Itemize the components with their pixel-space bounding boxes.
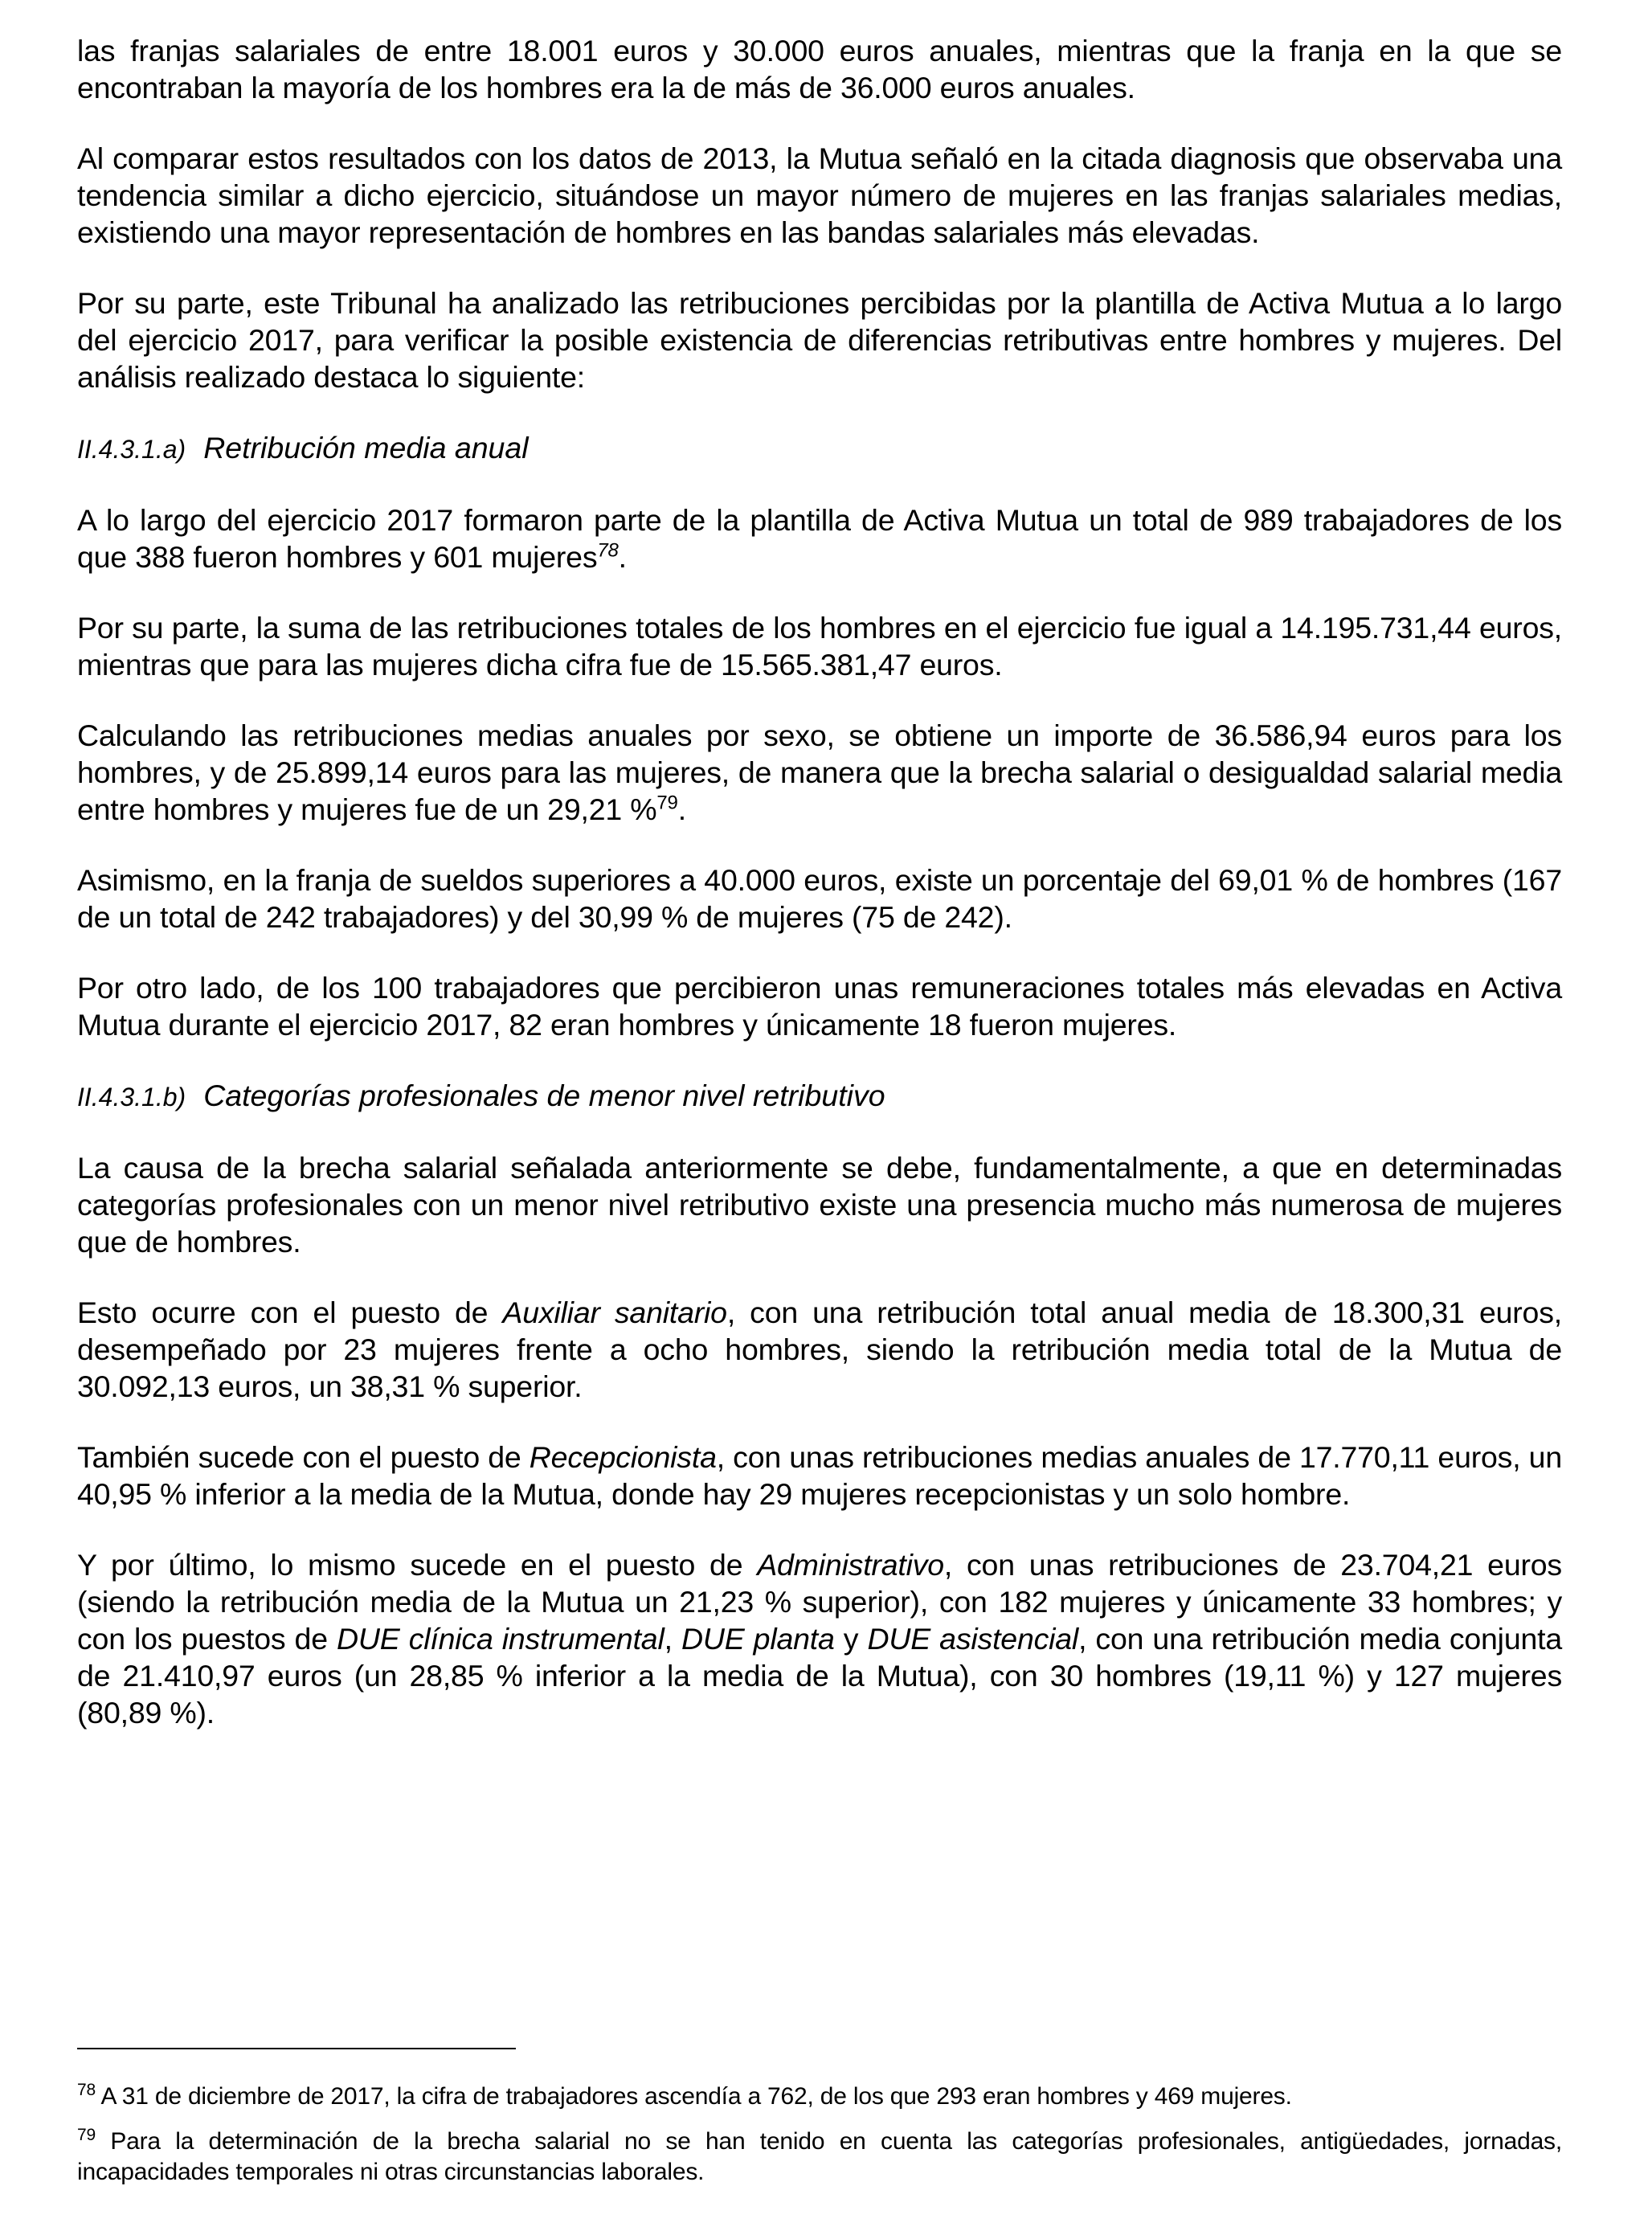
footnote-separator <box>77 2048 516 2049</box>
paragraph: La causa de la brecha salarial señalada anteriormente se debe, fundamentalmente, a que en determinadas categorías profesionales con un menor nivel retributivo existe una presencia mucho más numerosa de mujeres que de hombres. <box>77 1151 1562 1259</box>
job-title-emphasis: DUE asistencial <box>867 1622 1079 1656</box>
section-heading <box>77 1077 1562 1116</box>
paragraph: Por otro lado, de los 100 trabajadores que percibieron unas remuneraciones totales más elevadas en Activa Mutua durante el ejercicio 2017, 82 eran hombres y únicamente 18 fueron mujeres. <box>77 971 1562 1042</box>
footnote-number: 78 <box>77 2081 96 2099</box>
paragraph <box>77 717 1562 828</box>
paragraph <box>77 1546 1562 1731</box>
paragraph-text: , con una retribución media conjunta de 21.410,97 euros (un 28,85 % inferior a la media de la Mutua), con 30 hombres (19,11 %) y 127 mujeres (80,89 %). <box>77 1622 1562 1730</box>
paragraph-text: , con unas retribuciones medias anuales de 17.770,11 euros, un 40,95 % inferior a la media de la Mutua, donde hay 29 mujeres recepcionistas y un solo hombre. <box>77 1440 1562 1511</box>
paragraph: Por su parte, este Tribunal ha analizado las retribuciones percibidas por la plantilla de Activa Mutua a lo largo del ejercicio 2017, para verificar la posible existencia de diferencias retributivas entre hombres y mujeres. Del análisis realizado destaca lo siguiente: <box>77 286 1562 394</box>
paragraph-text: Calculando las retribuciones medias anuales por sexo, se obtiene un importe de 36.586,94 euros para los hombres, y de 25.899,14 euros para las mujeres, de manera que la brecha salarial o desigualdad salarial media entre hombres y mujeres fue de un 29,21 % <box>77 718 1562 826</box>
paragraph: Por su parte, la suma de las retribuciones totales de los hombres en el ejercicio fue igual a 14.195.731,44 euros, mientras que para las mujeres dicha cifra fue de 15.565.381,47 euros. <box>77 611 1562 682</box>
section-heading <box>77 429 1562 468</box>
section-title: Retribución media anual <box>203 431 529 465</box>
job-title-emphasis: DUE clínica instrumental <box>337 1622 664 1656</box>
paragraph-text: , con una retribución total anual media de 18.300,31 euros, desempeñado por 23 mujeres frente a ocho hombres, siendo la retribución media total de la Mutua de 30.092,13 euros, un 38,31 % superior. <box>77 1296 1562 1403</box>
job-title-emphasis: Recepcionista <box>529 1440 717 1474</box>
section-number: II.4.3.1.a) <box>77 435 186 464</box>
footnotes <box>77 2082 1562 2202</box>
paragraph-text: A lo largo del ejercicio 2017 formaron parte de la plantilla de Activa Mutua un total de 989 trabajadores de los que 388 fueron hombres y 601 mujeres <box>77 503 1562 574</box>
section-title: Categorías profesionales de menor nivel retributivo <box>203 1079 885 1112</box>
paragraph-text: . <box>618 540 627 574</box>
footnote-number: 79 <box>77 2126 96 2144</box>
paragraph-text: Y por último, lo mismo sucede en el puesto de <box>77 1548 758 1582</box>
paragraph-text: . <box>677 792 686 826</box>
footnote-ref-79[interactable]: 79 <box>656 792 678 814</box>
paragraph <box>77 501 1562 575</box>
paragraph: las franjas salariales de entre 18.001 euros y 30.000 euros anuales, mientras que la franja en la que se encontraban la mayoría de los hombres era la de más de 36.000 euros anuales. <box>77 34 1562 104</box>
paragraph <box>77 1439 1562 1513</box>
footnote-text: A 31 de diciembre de 2017, la cifra de trabajadores ascendía a 762, de los que 293 eran hombres y 469 mujeres. <box>95 2083 1292 2110</box>
footnote-78 <box>77 2082 1562 2112</box>
paragraph-text: , con unas retribuciones de 23.704,21 euros (siendo la retribución media de la Mutua un 21,23 % superior), con 182 mujeres y únicamente 33 hombres; y con los puestos de <box>77 1548 1562 1656</box>
paragraph-text: y <box>834 1622 868 1656</box>
footnote-text: Para la determinación de la brecha salarial no se han tenido en cuenta las categorías profesionales, antigüedades, jornadas, incapacidades temporales ni otras circunstancias laborales. <box>77 2128 1562 2185</box>
job-title-emphasis: DUE planta <box>681 1622 835 1656</box>
paragraph-text: , <box>664 1622 681 1656</box>
section-number: II.4.3.1.b) <box>77 1083 186 1111</box>
paragraph-text: Esto ocurre con el puesto de <box>77 1296 503 1329</box>
job-title-emphasis: Administrativo <box>757 1548 944 1582</box>
paragraph-text: También sucede con el puesto de <box>77 1440 530 1474</box>
paragraph <box>77 1294 1562 1405</box>
job-title-emphasis: Auxiliar sanitario <box>502 1296 727 1329</box>
footnote-79 <box>77 2127 1562 2188</box>
document-body <box>77 32 1562 1765</box>
footnote-ref-78[interactable]: 78 <box>597 539 619 562</box>
paragraph: Asimismo, en la franja de sueldos superiores a 40.000 euros, existe un porcentaje del 69,01 % de hombres (167 de un total de 242 trabajadores) y del 30,99 % de mujeres (75 de 242). <box>77 863 1562 934</box>
paragraph: Al comparar estos resultados con los datos de 2013, la Mutua señaló en la citada diagnosis que observaba una tendencia similar a dicho ejercicio, situándose un mayor número de mujeres en las franjas salariales medias, existiendo una mayor representación de hombres en las bandas salariales más elevadas. <box>77 141 1562 249</box>
